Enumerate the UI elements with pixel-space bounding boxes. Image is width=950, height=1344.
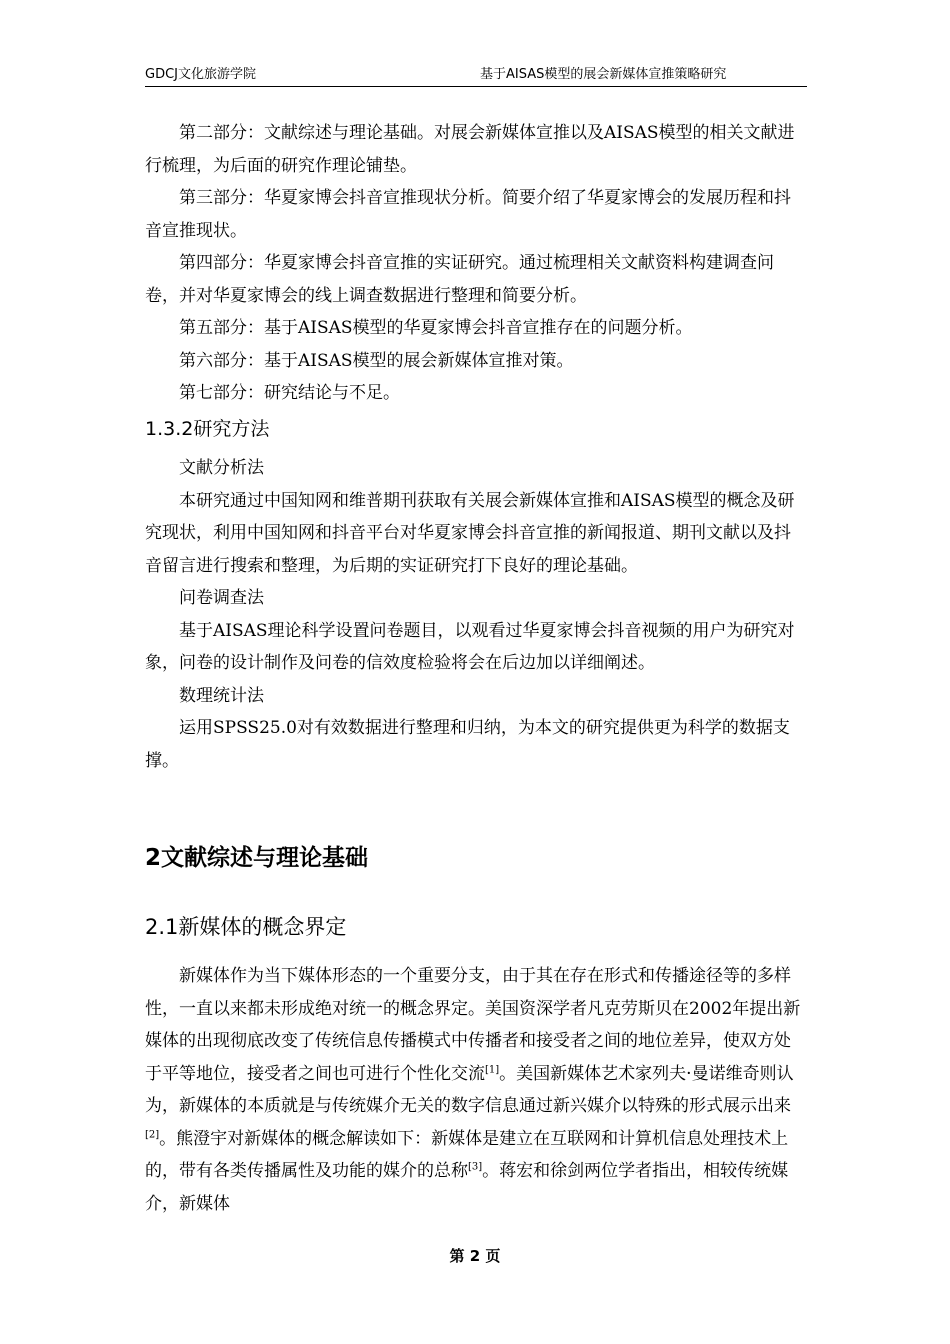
citation-ref: [2] [145, 1128, 160, 1140]
section-heading-1-3-2: 1.3.2研究方法 [145, 418, 270, 440]
structure-list [145, 117, 807, 410]
paragraph-text: 。熊澄宇对新媒体的概念解读如下：新媒体是建立在互联网和计算机信息处理技术上的，带有各类传播属性及功能的媒介的总称 [145, 1128, 789, 1181]
method-text-survey: 基于AISAS理论科学设置问卷题目，以观看过华夏家博会抖音视频的用户为研究对象，问卷的设计制作及问卷的信效度检验将会在后边加以详细阐述。 [145, 620, 795, 673]
header-thesis-title: 基于AISAS模型的展会新媒体宣推策略研究 [480, 67, 727, 82]
method-title-literature: 文献分析法 [179, 458, 264, 478]
paragraph-text: 。蒋宏和徐剑两位学者指出，相较传统媒介，新媒体 [145, 1161, 789, 1214]
structure-item: 第五部分：基于AISAS模型的华夏家博会抖音宣推存在的问题分析。 [179, 318, 693, 338]
structure-item: 第七部分：研究结论与不足。 [179, 383, 400, 403]
chapter-2-title: 2文献综述与理论基础 [145, 845, 369, 871]
paragraph-text: 新媒体作为当下媒体形态的一个重要分支，由于其在存在形式和传播途径等的多样性，一直以来都未形成绝对统一的概念界定。美国资深学者凡克劳斯贝在2002年提出新媒体的出现彻底改变了传统信息传播模式中传播者和接受者之间的地位差异，使双方处于平等地位，接受者之间也可进行个性化交流 [145, 966, 801, 1084]
citation-ref: [1] [485, 1063, 500, 1075]
citation-ref: [3] [468, 1161, 483, 1173]
research-methods [145, 452, 807, 777]
method-title-survey: 问卷调查法 [179, 588, 264, 608]
new-media-definition [145, 960, 807, 1220]
method-text-literature: 本研究通过中国知网和维普期刊获取有关展会新媒体宣推和AISAS模型的概念及研究现状，利用中国知网和抖音平台对华夏家博会抖音宣推的新闻报道、期刊文献以及抖音留言进行搜索和整理，为后期的实证研究打下良好的理论基础。 [145, 490, 795, 576]
structure-item: 第六部分：基于AISAS模型的展会新媒体宣推对策。 [179, 350, 574, 371]
structure-item: 第二部分：文献综述与理论基础。对展会新媒体宣推以及AISAS模型的相关文献进行梳理，为后面的研究作理论铺垫。 [145, 123, 795, 176]
paragraph-text: 。美国新媒体艺术家列夫·曼诺维奇则认为，新媒体的本质就是与传统媒介无关的数字信息通过新兴媒介以特殊的形式展示出来 [145, 1063, 794, 1116]
header-school: GDCJ文化旅游学院 [145, 67, 256, 82]
page-number: 第 2 页 [449, 1247, 501, 1265]
section-heading-2-1: 2.1新媒体的概念界定 [145, 915, 347, 939]
method-title-statistics: 数理统计法 [179, 685, 264, 706]
structure-item: 第四部分：华夏家博会抖音宣推的实证研究。通过梳理相关文献资料构建调查问卷，并对华夏家博会的线上调查数据进行整理和简要分析。 [145, 253, 774, 306]
body-paragraph [145, 960, 807, 1220]
structure-item: 第三部分：华夏家博会抖音宣推现状分析。简要介绍了华夏家博会的发展历程和抖音宣推现状。 [145, 188, 791, 241]
page-header [145, 64, 807, 87]
method-text-statistics: 运用SPSS25.0对有效数据进行整理和归纳，为本文的研究提供更为科学的数据支撑。 [145, 718, 790, 771]
